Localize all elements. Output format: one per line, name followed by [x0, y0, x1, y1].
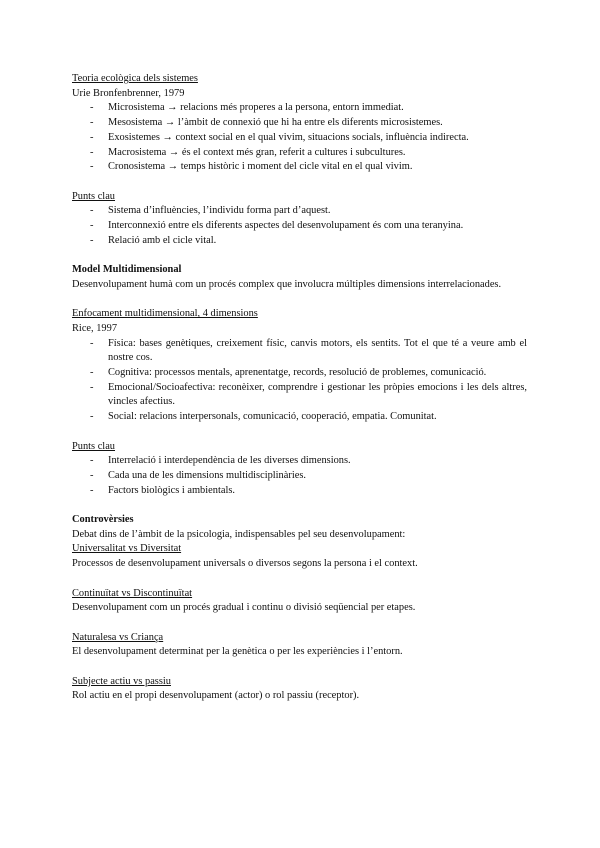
list-item: - Mesosistema → l’àmbit de connexió que hi ha entre els diferents microsistemes.: [72, 116, 527, 131]
document-content: [72, 72, 527, 704]
list-item: - Exosistemes → context social en el qual vivim, situacions socials, influència indirecta.: [72, 131, 527, 146]
list-item: - Física: bases genètiques, creixement físic, canvis motors, els sentits. Tot el que té a veure amb el nostre cos.: [72, 337, 527, 366]
section-title-ecological: Teoria ecològica dels sistemes: [72, 73, 198, 84]
controversy-title: Continuïtat vs Discontinuïtat: [72, 587, 193, 599]
key-points-list-2: [72, 454, 527, 498]
author-bronfenbrenner: Urie Bronfenbrenner, 1979: [72, 87, 185, 99]
list-item: - Cronosistema → temps històric i moment del cicle vital en el qual vivim.: [72, 160, 527, 175]
controversies-title: Controvèrsies: [72, 514, 134, 526]
author-rice: Rice, 1997: [72, 322, 118, 334]
list-item: - Microsistema → relacions més properes a la persona, entorn immediat.: [72, 101, 527, 116]
controversy-title: Universalitat vs Diversitat: [72, 543, 182, 555]
approach-title: Enfocament multidimensional, 4 dimensions: [72, 308, 258, 320]
list-item: - Cada una de les dimensions multidisciplinàries.: [72, 469, 527, 484]
model-text: Desenvolupament humà com un procés complex que involucra múltiples dimensions interrelacionades.: [72, 278, 502, 290]
list-item: - Macrosistema → és el context més gran, referit a cultures i subcultures.: [72, 146, 527, 161]
key-points-list-1: [72, 204, 527, 248]
controversy-text: Desenvolupament com un procés gradual i continu o divisió seqüencial per etapes.: [72, 602, 416, 614]
controversy-text: Processos de desenvolupament universals o diversos segons la persona i el context.: [72, 558, 418, 570]
controversy-title: Naturalesa vs Criança: [72, 631, 164, 643]
list-item: - Cognitiva: processos mentals, aprenentatge, records, resolució de problemes, comunicació.: [72, 366, 527, 381]
dimensions-list: [72, 337, 527, 425]
key-points-title-1: Punts clau: [72, 190, 116, 202]
list-item: - Interrelació i interdependència de les diverses dimensions.: [72, 454, 527, 469]
key-points-title-2: Punts clau: [72, 440, 116, 452]
controversy-title: Subjecte actiu vs passiu: [72, 675, 171, 687]
model-title: Model Multidimensional: [72, 264, 182, 276]
list-item: - Sistema d’influències, l’individu forma part d’aquest.: [72, 204, 527, 219]
controversy-text: El desenvolupament determinat per la genètica o per les experiències i l’entorn.: [72, 646, 403, 658]
list-item: - Social: relacions interpersonals, comunicació, cooperació, empatia. Comunitat.: [72, 410, 527, 425]
list-item: - Interconnexió entre els diferents aspectes del desenvolupament és com una teranyina.: [72, 219, 527, 234]
list-item: - Factors biològics i ambientals.: [72, 484, 527, 499]
controversies-intro: Debat dins de l’àmbit de la psicologia, indispensables pel seu desenvolupament:: [72, 528, 406, 540]
ecological-systems-list: [72, 101, 527, 175]
list-item: - Emocional/Socioafectiva: reconèixer, comprendre i gestionar les pròpies emocions i les dels altres, vincles afectius.: [72, 381, 527, 410]
controversy-text: Rol actiu en el propi desenvolupament (actor) o rol passiu (receptor).: [72, 690, 360, 702]
list-item: - Relació amb el cicle vital.: [72, 234, 527, 249]
